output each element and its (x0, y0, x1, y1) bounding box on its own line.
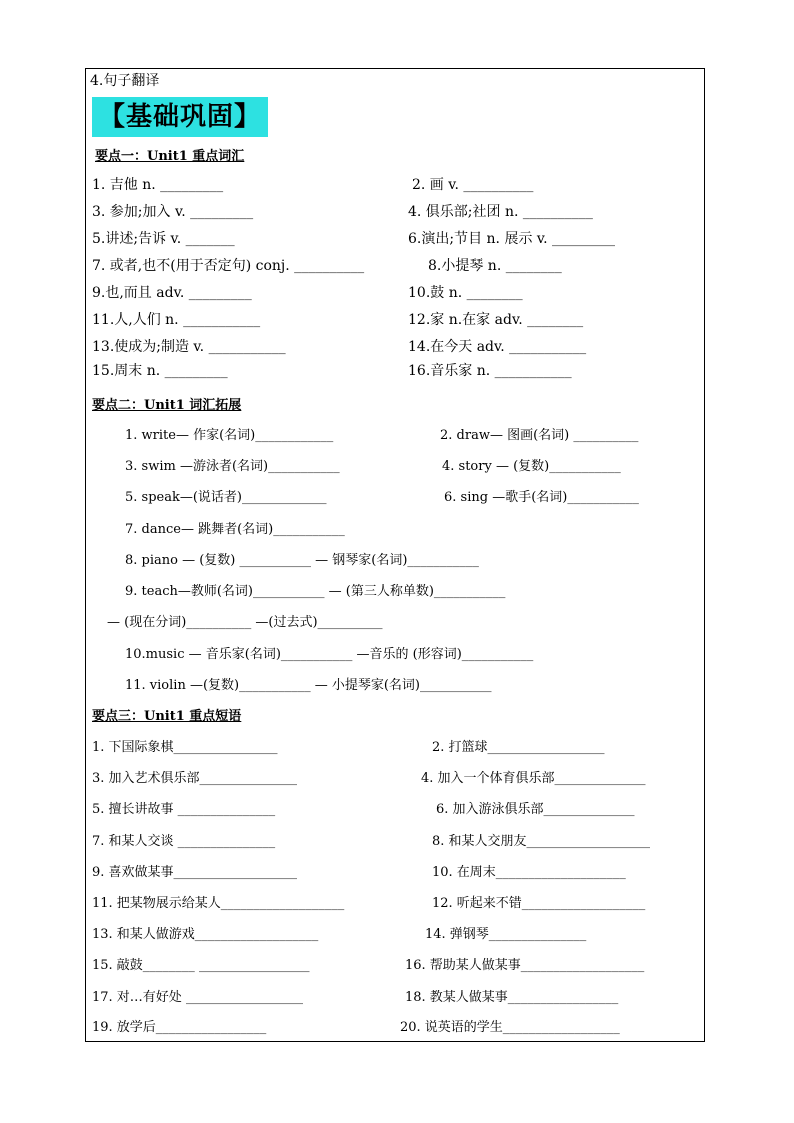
vocab-item: 3. 参加;加入 v. _________ (92, 204, 254, 220)
top-label: 4.句子翻译 (90, 73, 160, 89)
phrase-item: 11. 把某物展示给某人___________________ (92, 896, 345, 911)
vocab-item: 5.讲述;告诉 v. _______ (92, 231, 235, 247)
expansion-item: 7. dance— 跳舞者(名词)___________ (125, 522, 345, 537)
phrase-item: 17. 对…有好处 __________________ (92, 990, 303, 1005)
expansion-item: — (现在分词)__________ —(过去式)__________ (107, 615, 383, 630)
phrase-item: 8. 和某人交朋友___________________ (432, 834, 651, 849)
expansion-item: 6. sing —歌手(名词)___________ (444, 490, 639, 505)
vocab-item: 7. 或者,也不(用于否定句) conj. __________ (92, 258, 365, 274)
phrase-item: 16. 帮助某人做某事___________________ (405, 958, 645, 973)
phrase-item: 7. 和某人交谈 _______________ (92, 834, 276, 849)
phrase-item: 2. 打篮球__________________ (432, 740, 605, 755)
vocab-item: 1. 吉他 n. _________ (92, 177, 224, 193)
vocab-item: 14.在今天 adv. ___________ (408, 339, 587, 355)
expansion-item: 2. draw— 图画(名词) __________ (440, 428, 639, 443)
expansion-item: 9. teach—教师(名词)___________ — (第三人称单数)___________ (125, 584, 506, 599)
expansion-item: 5. speak—(说话者)_____________ (125, 490, 327, 505)
vocab-item: 13.使成为;制造 v. ___________ (92, 339, 286, 355)
page-title: 【基础巩固】 (92, 97, 268, 137)
vocab-item: 12.家 n.在家 adv. ________ (408, 312, 584, 328)
section3-heading: 要点三：Unit1 重点短语 (92, 709, 242, 724)
expansion-item: 10.music — 音乐家(名词)___________ —音乐的 (形容词)___________ (125, 647, 534, 662)
section2-heading: 要点二：Unit1 词汇拓展 (92, 398, 242, 413)
phrase-item: 20. 说英语的学生__________________ (400, 1020, 620, 1035)
phrase-item: 14. 弹钢琴_______________ (425, 927, 587, 942)
expansion-item: 8. piano — (复数) ___________ — 钢琴家(名词)___________ (125, 553, 479, 568)
phrase-item: 13. 和某人做游戏___________________ (92, 927, 319, 942)
phrase-item: 9. 喜欢做某事___________________ (92, 865, 298, 880)
vocab-item: 4. 俱乐部;社团 n. __________ (408, 204, 593, 220)
phrase-item: 6. 加入游泳俱乐部______________ (436, 802, 635, 817)
vocab-item: 6.演出;节目 n. 展示 v. _________ (408, 231, 616, 247)
phrase-item: 10. 在周末____________________ (432, 865, 626, 880)
phrase-item: 18. 教某人做某事_________________ (405, 990, 619, 1005)
phrase-item: 12. 听起来不错___________________ (432, 896, 646, 911)
vocab-item: 11.人,人们 n. ___________ (92, 312, 261, 328)
vocab-item: 10.鼓 n. ________ (408, 285, 523, 301)
phrase-item: 15. 敲鼓________ _________________ (92, 958, 310, 973)
phrase-item: 19. 放学后_________________ (92, 1020, 267, 1035)
phrase-item: 5. 擅长讲故事 _______________ (92, 802, 276, 817)
phrase-item: 1. 下国际象棋________________ (92, 740, 278, 755)
expansion-item: 1. write— 作家(名词)____________ (125, 428, 334, 443)
expansion-item: 4. story — (复数)___________ (442, 459, 621, 474)
phrase-item: 4. 加入一个体育俱乐部______________ (421, 771, 646, 786)
vocab-item: 16.音乐家 n. ___________ (408, 363, 572, 379)
vocab-item: 8.小提琴 n. ________ (428, 258, 562, 274)
vocab-item: 2. 画 v. __________ (412, 177, 534, 193)
expansion-item: 3. swim —游泳者(名词)___________ (125, 459, 340, 474)
vocab-item: 15.周末 n. _________ (92, 363, 228, 379)
phrase-item: 3. 加入艺术俱乐部_______________ (92, 771, 298, 786)
vocab-item: 9.也,而且 adv. _________ (92, 285, 252, 301)
section1-heading: 要点一：Unit1 重点词汇 (95, 149, 245, 164)
expansion-item: 11. violin —(复数)___________ — 小提琴家(名词)___________ (125, 678, 492, 693)
